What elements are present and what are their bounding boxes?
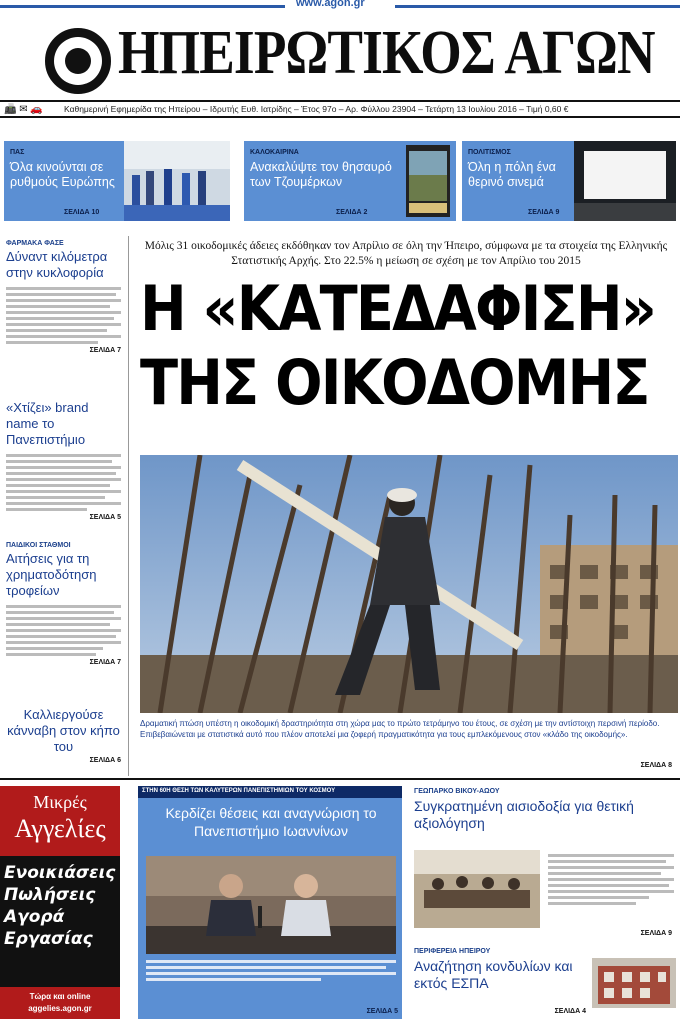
university-story-headline: Κερδίζει θέσεις και αναγνώριση το Πανεπιστήμιο Ιωαννίνων: [165, 805, 377, 839]
ads-title-line1: Μικρές: [33, 792, 87, 812]
story-headline: Δύναντ κιλόμετρα στην κυκλοφορία: [6, 249, 108, 280]
university-story-photo: [146, 856, 396, 954]
section-divider: [0, 778, 680, 780]
main-story-caption: [140, 718, 676, 769]
teaser-photo-stadium: [124, 141, 230, 221]
left-story-university-brand[interactable]: [6, 398, 121, 521]
masthead: [0, 14, 680, 98]
teaser-category: ΠΑΣ: [10, 149, 25, 156]
left-story-nurseries[interactable]: [6, 542, 121, 666]
story-page: ΣΕΛΙΔΑ 9: [640, 930, 672, 937]
university-story[interactable]: [138, 786, 402, 1019]
teaser-category: ΚΑΛΟΚΑΙΡΙΝΑ: [250, 149, 299, 156]
ads-category: Αγορά: [4, 907, 65, 927]
university-story-bar: [138, 786, 402, 798]
right-story-region[interactable]: [414, 948, 676, 1018]
left-story-traffic[interactable]: [6, 240, 121, 354]
story-headline: Καλλιεργούσε κάνναβη στον κήπο του: [7, 707, 120, 754]
main-headline-line1: Η «ΚΑΤΕΔΑΦΙΣΗ»: [140, 272, 656, 345]
story-category: ΦΑΡΜΑΚΑ ΦΑΣΕ: [6, 240, 64, 247]
url-bar-line-left: [0, 5, 285, 8]
story-category: ΠΕΡΙΦΕΡΕΙΑ ΗΠΕΙΡΟΥ: [414, 948, 491, 955]
main-story-subhead: Μόλις 31 οικοδομικές άδειες εκδόθηκαν τον Απρίλιο σε όλη την Ήπειρο, σύμφωνα με τα στοιχεία της Ελληνικής Στατιστικής Αρχής. Στο 22.5% η μείωση σε σχέση με τον Απρίλιο του 2015: [144, 240, 668, 267]
column-divider: [128, 236, 129, 776]
ads-footer: [0, 987, 120, 1019]
story-headline: «Χτίζει» brand name το Πανεπιστήμιο: [6, 400, 89, 447]
story-category: ΠΑΙΔΙΚΟΙ ΣΤΑΘΜΟΙ: [6, 542, 71, 549]
teaser-page: ΣΕΛΙΔΑ 10: [64, 209, 100, 216]
story-headline: Αναζήτηση κονδυλίων και εκτός ΕΣΠΑ: [414, 958, 573, 991]
ads-category: Πωλήσεις: [4, 885, 96, 905]
teaser-page: ΣΕΛΙΔΑ 9: [528, 209, 560, 216]
caption-text: Δραματική πτώση υπέστη η οικοδομική δραστηριότητα στη χώρα μας το πρώτο τετράμηνο του έτους, σε σχέση με την αντίστοιχη περσινή περίοδο. Επιβεβαιώνεται με στατιστικά αυτό που πλέον αποτελεί μια ζοφερή πραγματικότητα για τους εμπλεκόμενους στον «κλάδο της οικοδομής».: [140, 719, 660, 739]
contact-icons: 📠 ✉ 🚗: [4, 104, 43, 115]
story-body-text: [6, 454, 121, 511]
right-story-geopark[interactable]: [414, 788, 676, 942]
ads-footer-url[interactable]: aggelies.agon.gr: [28, 1004, 92, 1013]
newspaper-seal-logo: [45, 28, 111, 94]
story-headline: Συγκρατημένη αισιοδοξία για θετική αξιολόγηση: [414, 798, 634, 831]
issue-info-text: Καθημερινή Εφημερίδα της Ηπείρου – Ιδρυτής Ευθ. Ιατρίδης – Έτος 97ο – Αρ. Φύλλου 23904 – Τετάρτη 13 Ιουλίου 2016 – Τιμή 0,60 €: [64, 104, 569, 114]
teaser-page: ΣΕΛΙΔΑ 2: [336, 209, 368, 216]
site-url[interactable]: www.agon.gr: [290, 0, 371, 9]
ads-category: Ενοικιάσεις: [4, 863, 116, 883]
url-bar-line-right: [395, 5, 680, 8]
ads-footer-line1: Τώρα και online: [29, 992, 91, 1001]
university-story-body: [146, 960, 396, 984]
story-page: ΣΕΛΙΔΑ 5: [89, 514, 121, 521]
ads-category: Εργασίας: [4, 929, 93, 949]
story-page: ΣΕΛΙΔΑ 7: [89, 347, 121, 354]
main-story-page: ΣΕΛΙΔΑ 8: [640, 762, 672, 769]
main-story-photo-construction: [140, 455, 678, 713]
ads-categories: [4, 862, 114, 950]
geopark-meeting-photo: [414, 850, 540, 928]
teaser-headline: Όλη η πόλη ένα θερινό σινεμά: [468, 160, 556, 189]
classified-ads-box[interactable]: [0, 786, 120, 1019]
teaser-pas[interactable]: [4, 141, 230, 221]
university-story-page: ΣΕΛΙΔΑ 5: [366, 1008, 398, 1015]
story-category: ΓΕΩΠΑΡΚΟ ΒΙΚΟΥ-ΑΩΟΥ: [414, 788, 500, 795]
teaser-politismos[interactable]: [462, 141, 676, 221]
story-body-text: [6, 287, 121, 344]
university-story-kicker: ΣΤΗΝ 60Η ΘΕΣΗ ΤΩΝ ΚΑΛΥΤΕΡΩΝ ΠΑΝΕΠΙΣΤΗΜΙΩΝ ΤΟΥ ΚΟΣΜΟΥ: [142, 788, 336, 794]
teaser-headline: Ανακαλύψτε τον θησαυρό των Τζουμέρκων: [250, 160, 392, 189]
url-bar: [0, 0, 680, 12]
story-body-text: [548, 854, 674, 908]
ads-header: [0, 786, 120, 856]
story-page: ΣΕΛΙΔΑ 6: [89, 757, 121, 764]
story-body-text: [6, 605, 121, 656]
teaser-category: ΠΟΛΙΤΙΣΜΟΣ: [468, 149, 511, 156]
teaser-photo-cinema: [574, 141, 676, 221]
teaser-headline: Όλα κινούνται σε ρυθμούς Ευρώπης: [10, 160, 115, 189]
story-page: ΣΕΛΙΔΑ 4: [554, 1008, 586, 1015]
main-headline-line2: ΤΗΣ ΟΙΚΟΔΟΜΗΣ: [140, 346, 649, 419]
issue-info-bar: [0, 100, 680, 118]
ads-title-line2: Αγγελίες: [14, 814, 106, 843]
story-headline: Αιτήσεις για τη χρηματοδότηση τροφείων: [6, 551, 97, 598]
newspaper-title: ΗΠΕΙΡΩΤΙΚΟΣ ΑΓΩΝ: [118, 19, 655, 87]
left-story-cannabis[interactable]: [6, 705, 121, 764]
region-building-photo: [592, 958, 676, 1008]
teaser-photo-magazine: [406, 145, 450, 221]
teaser-kalokairina[interactable]: [244, 141, 456, 221]
story-page: ΣΕΛΙΔΑ 7: [89, 659, 121, 666]
main-story-headline[interactable]: [140, 272, 680, 420]
